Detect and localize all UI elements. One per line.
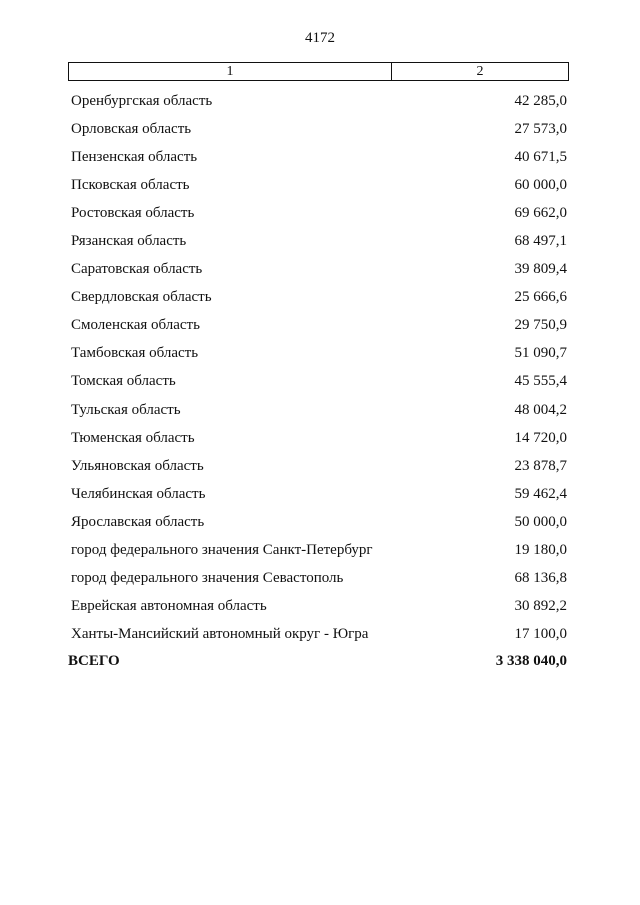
region-name: Смоленская область <box>71 317 200 334</box>
amount-value: 25 666,6 <box>514 289 567 306</box>
region-name: Псковская область <box>71 176 190 193</box>
table-row <box>68 368 569 396</box>
table-row <box>68 199 569 227</box>
region-name: Орловская область <box>71 120 192 137</box>
total-row <box>68 653 569 670</box>
table-row <box>68 593 569 621</box>
table-row <box>68 508 569 536</box>
region-name: Пензенская область <box>71 148 198 165</box>
region-name: Саратовская область <box>71 261 203 278</box>
table-row <box>68 565 569 593</box>
amount-value: 59 462,4 <box>514 485 567 502</box>
amount-value: 40 671,5 <box>514 148 567 165</box>
table-row <box>68 340 569 368</box>
table-row <box>68 396 569 424</box>
region-name: город федерального значения Севастополь <box>71 570 344 587</box>
amount-value: 17 100,0 <box>514 626 567 643</box>
page-number: 4172 <box>305 30 335 46</box>
amount-value: 14 720,0 <box>514 429 567 446</box>
region-name: Тюменская область <box>71 429 195 446</box>
region-name: Ростовская область <box>71 204 195 221</box>
amount-value: 60 000,0 <box>514 176 567 193</box>
table-row <box>68 227 569 255</box>
region-name: Оренбургская область <box>71 92 213 109</box>
table-row <box>68 284 569 312</box>
table-body <box>68 87 569 649</box>
amount-value: 42 285,0 <box>514 92 567 109</box>
budget-table <box>68 62 569 670</box>
amount-value: 30 892,2 <box>514 598 567 615</box>
table-row <box>68 621 569 649</box>
amount-value: 45 555,4 <box>514 373 567 390</box>
total-label: ВСЕГО <box>68 652 120 669</box>
column-header-2: 2 <box>476 64 484 79</box>
table-row <box>68 424 569 452</box>
region-name: Тамбовская область <box>71 345 199 362</box>
table-row <box>68 452 569 480</box>
amount-value: 51 090,7 <box>514 345 567 362</box>
region-name: Ханты-Мансийский автономный округ - Югра <box>71 626 369 643</box>
total-value: 3 338 040,0 <box>495 652 567 669</box>
region-name: Свердловская область <box>71 289 212 306</box>
table-row <box>68 87 569 115</box>
table-row <box>68 115 569 143</box>
table-row <box>68 312 569 340</box>
table-row <box>68 143 569 171</box>
region-name: Рязанская область <box>71 233 187 250</box>
region-name: Еврейская автономная область <box>71 598 267 615</box>
table-row <box>68 256 569 284</box>
region-name: город федерального значения Санкт-Петербург <box>71 542 373 559</box>
table-row <box>68 171 569 199</box>
amount-value: 68 497,1 <box>514 233 567 250</box>
amount-value: 39 809,4 <box>514 261 567 278</box>
region-name: Томская область <box>71 373 176 390</box>
amount-value: 23 878,7 <box>514 457 567 474</box>
region-name: Ярославская область <box>71 513 205 530</box>
amount-value: 68 136,8 <box>514 570 567 587</box>
amount-value: 48 004,2 <box>514 401 567 418</box>
amount-value: 69 662,0 <box>514 204 567 221</box>
region-name: Челябинская область <box>71 485 206 502</box>
region-name: Тульская область <box>71 401 181 418</box>
region-name: Ульяновская область <box>71 457 204 474</box>
column-header-1: 1 <box>69 63 392 80</box>
table-header <box>68 62 569 81</box>
amount-value: 27 573,0 <box>514 120 567 137</box>
amount-value: 50 000,0 <box>514 513 567 530</box>
amount-value: 29 750,9 <box>514 317 567 334</box>
table-row <box>68 537 569 565</box>
amount-value: 19 180,0 <box>514 542 567 559</box>
table-row <box>68 480 569 508</box>
